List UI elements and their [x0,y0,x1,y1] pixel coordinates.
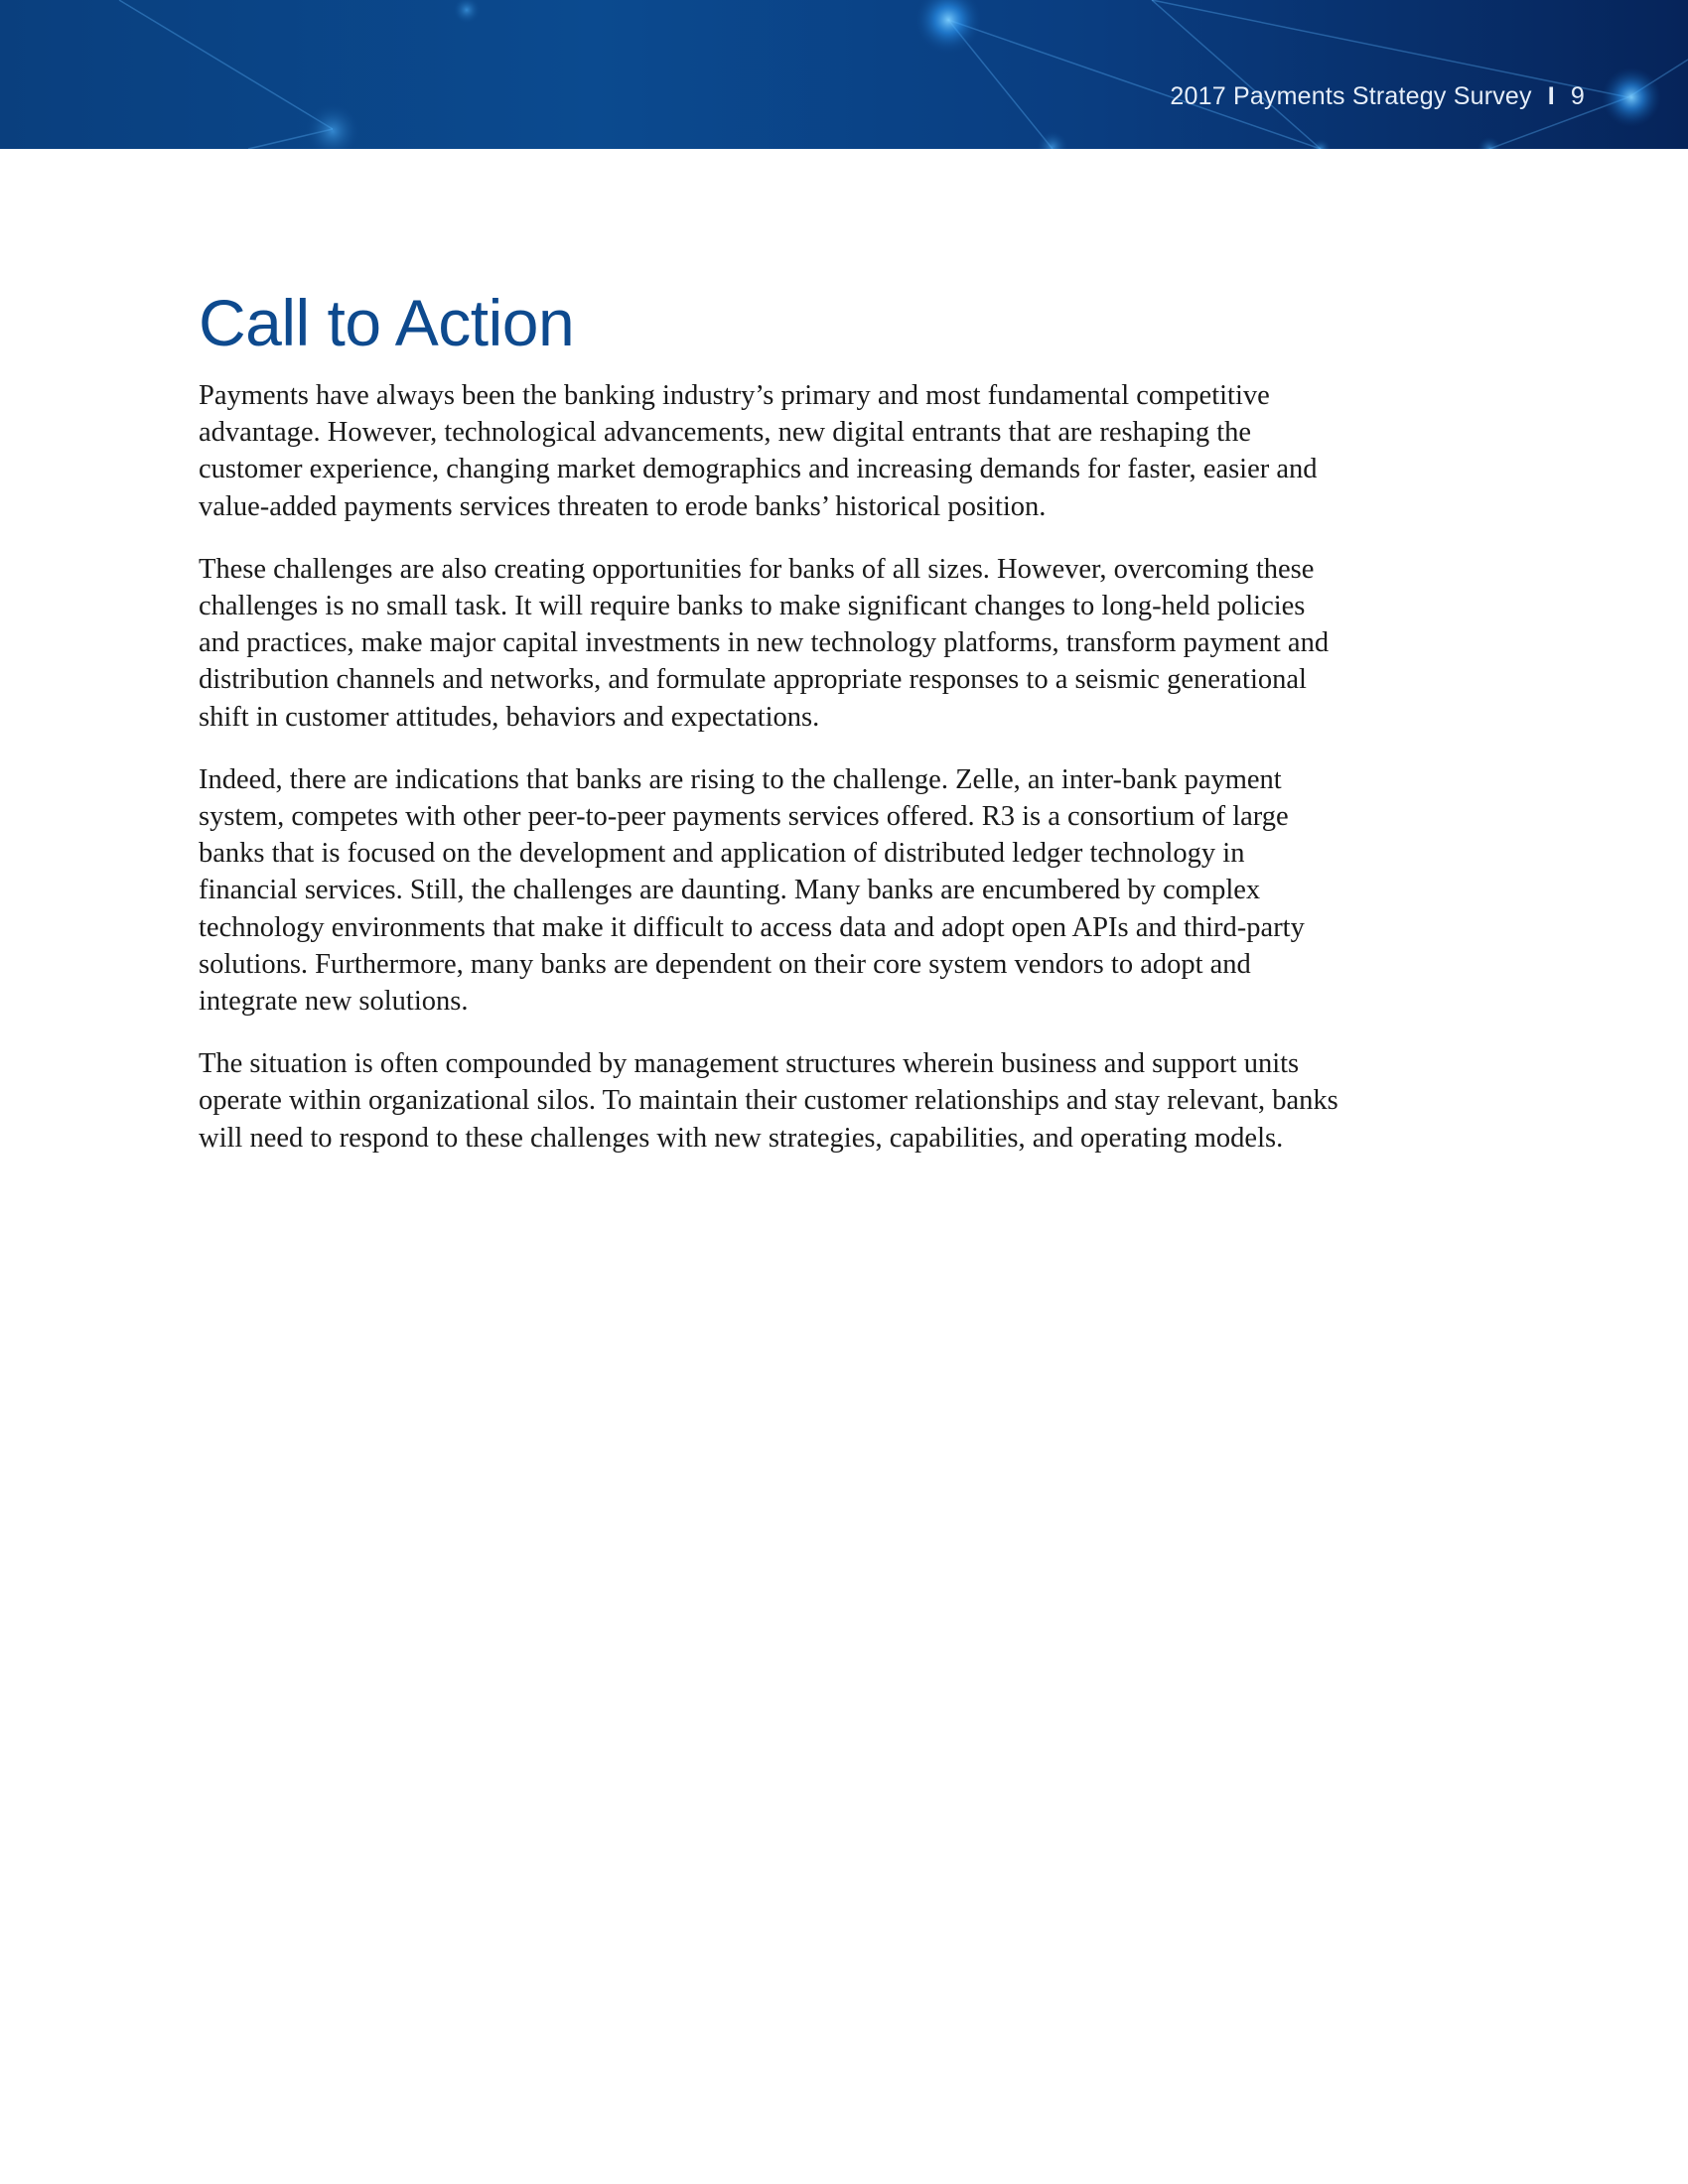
network-graphic [0,0,1688,149]
header-separator: I [1547,82,1555,110]
report-title: 2017 Payments Strategy Survey [1170,82,1532,110]
page-title: Call to Action [199,286,575,359]
running-header [1170,82,1585,111]
paragraph-4: The situation is often compounded by management structures wherein business and support units operate within organizational silos. To maintain their customer relationships and stay relevant, banks will need to respond to these challenges with new strategies, capabilities, and operating models. [199,1048,1338,1154]
paragraph-3: Indeed, there are indications that banks are rising to the challenge. Zelle, an inter-bank payment system, competes with other peer-to-peer payments services offered. R3 is a consortium of large banks that is focused on the development and application of distributed ledger technology in financial services. Still, the challenges are daunting. Many banks are encumbered by complex technology environments that make it difficult to access data and adopt open APIs and third-party solutions. Furthermore, many banks are dependent on their core system vendors to adopt and integrate new solutions. [199,763,1305,1018]
paragraph-2: These challenges are also creating opportunities for banks of all sizes. However, overcoming these challenges is no small task. It will require banks to make significant changes to long-held policies and practices, make major capital investments in new technology platforms, transform payment and distribution channels and networks, and formulate appropriate responses to a seismic generational shift in customer attitudes, behaviors and expectations. [199,553,1330,733]
glow-dots [305,0,1661,149]
header-banner [0,0,1688,149]
paragraph-1: Payments have always been the banking industry’s primary and most fundamental competitive advantage. However, technological advancements, new digital entrants that are reshaping the customer experience, changing market demographics and increasing demands for faster, easier and value-added payments services threaten to erode banks’ historical position. [199,380,1318,522]
page-number: 9 [1570,82,1585,110]
main-content [199,280,1340,1182]
